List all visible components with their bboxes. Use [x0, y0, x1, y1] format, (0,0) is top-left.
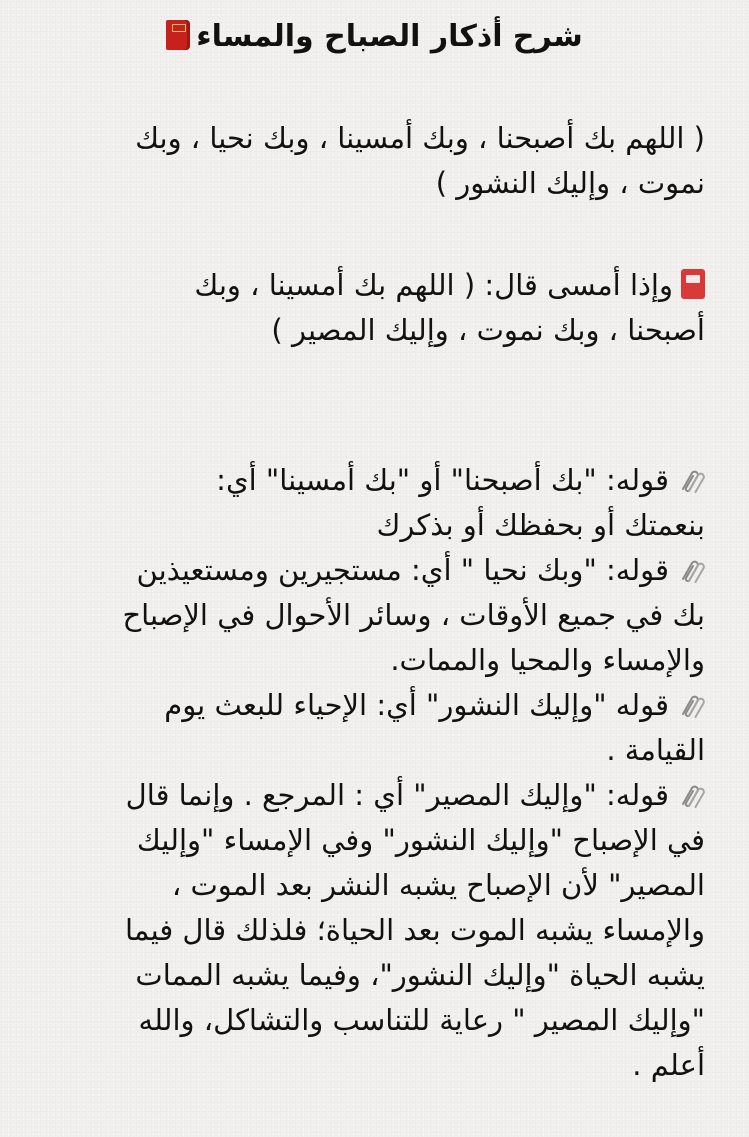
- book-icon: [166, 20, 190, 50]
- paperclip-icon: [677, 557, 705, 585]
- explanations: [40, 458, 705, 1088]
- explanation-line: [40, 548, 705, 593]
- evening-dua-line: أصبحنا ، وبك نموت ، وإليك المصير ): [271, 313, 705, 347]
- explanation-line: يشبه الحياة "وإليك النشور"، وفيما يشبه الممات: [135, 958, 705, 992]
- explanation-line: والإمساء يشبه الموت بعد الحياة؛ فلذلك قال فيما: [124, 913, 705, 947]
- page-title-row: [0, 14, 749, 60]
- explanation-line: القيامة .: [606, 733, 705, 767]
- explanation-text: قوله: "وبك نحيا " أي: مستجيرين ومستعيذين: [136, 553, 669, 587]
- explanation-text: قوله "وإليك النشور" أي: الإحياء للبعث يوم: [164, 688, 669, 722]
- explanation-line: بك في جميع الأوقات ، وسائر الأحوال في الإصباح: [122, 598, 705, 632]
- evening-dua: [40, 263, 705, 353]
- explanation-line: بنعمتك أو بحفظك أو بذكرك: [376, 508, 705, 542]
- paperclip-icon: [677, 467, 705, 495]
- explanation-line: "وإليك المصير " رعاية للتناسب والتشاكل، والله: [138, 1003, 705, 1037]
- evening-dua-line-1: [40, 263, 705, 308]
- paperclip-icon: [677, 782, 705, 810]
- explanation-line: [40, 773, 705, 818]
- evening-dua-line-text: وإذا أمسى قال: ( اللهم بك أمسينا ، وبك: [194, 268, 673, 302]
- explanation-text: قوله: "وإليك المصير" أي : المرجع . وإنما قال: [125, 778, 669, 812]
- morning-dua: [40, 116, 705, 206]
- explanation-text: قوله: "بك أصبحنا" أو "بك أمسينا" أي:: [216, 463, 669, 497]
- paperclip-icon: [677, 692, 705, 720]
- morning-dua-line: نموت ، وإليك النشور ): [435, 166, 705, 200]
- mailbox-icon: [681, 269, 705, 299]
- explanation-line: في الإصباح "وإليك النشور" وفي الإمساء "وإليك: [136, 823, 705, 857]
- morning-dua-line: ( اللهم بك أصبحنا ، وبك أمسينا ، وبك نحيا ، وبك: [135, 121, 705, 155]
- explanation-line: المصير" لأن الإصباح يشبه النشر بعد الموت ،: [171, 868, 705, 902]
- page-title: شرح أذكار الصباح والمساء: [196, 19, 583, 54]
- explanation-line: أعلم .: [632, 1048, 705, 1082]
- explanation-line: [40, 458, 705, 503]
- explanation-line: والإمساء والمحيا والممات.: [390, 643, 705, 677]
- explanation-line: [40, 683, 705, 728]
